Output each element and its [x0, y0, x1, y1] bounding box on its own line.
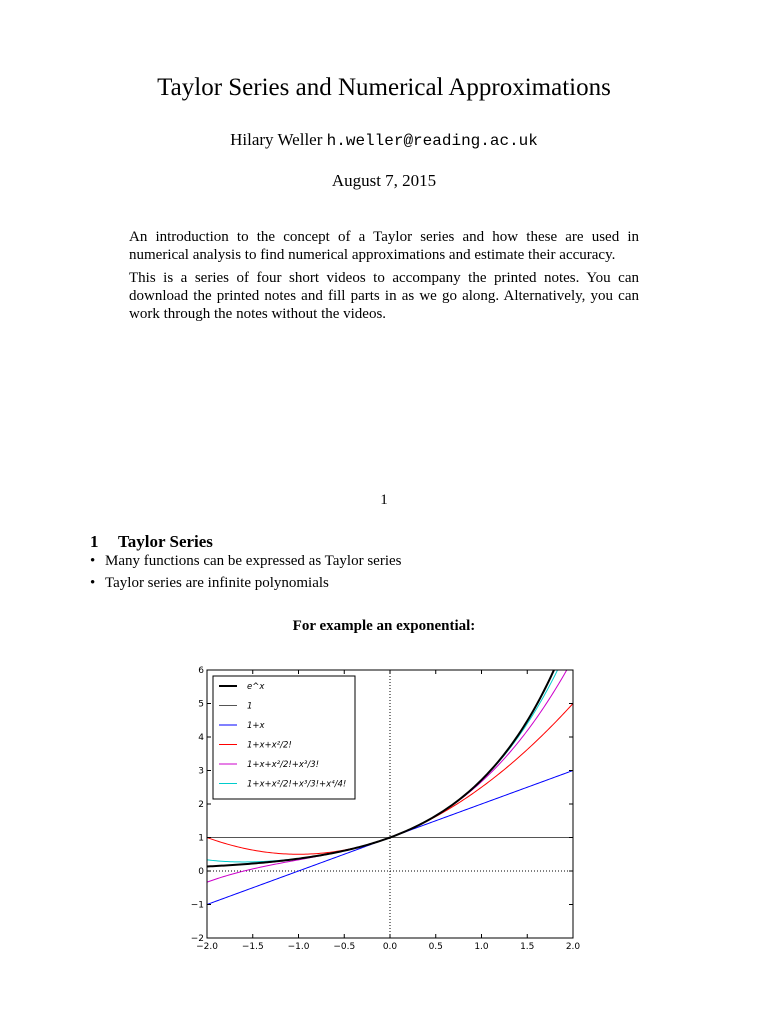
section-heading — [90, 532, 213, 552]
legend-label: 1 — [247, 701, 253, 712]
x-tick-label: −0.5 — [333, 942, 356, 952]
y-tick-label: 1 — [198, 833, 204, 844]
chart-legend — [213, 676, 355, 799]
y-tick-label: 3 — [198, 766, 204, 777]
y-tick-label: 4 — [198, 733, 204, 743]
x-tick-label: 0.0 — [382, 942, 398, 952]
x-tick-label: 1.5 — [520, 942, 535, 952]
abstract-paragraph-1: An introduction to the concept of a Taylor series and how these are used in numerical analysis to find numerical approximations and estimate their accuracy. — [129, 229, 639, 263]
x-tick-label: 1.0 — [474, 942, 489, 952]
y-tick-label: −1 — [190, 900, 204, 911]
abstract-paragraph-2: This is a series of four short videos to accompany the printed notes. You can download the printed notes and fill parts in as we go along. Alternatively, you can work through the notes without the videos. — [129, 270, 639, 322]
legend-label: 1+x+x²/2!+x³/3! — [247, 760, 320, 770]
legend-label: 1+x+x²/2! — [247, 740, 292, 751]
x-tick-label: 2.0 — [565, 942, 581, 952]
page-number-1: 1 — [380, 492, 388, 508]
taylor-series-chart — [185, 660, 585, 955]
bullet-text: Many functions can be expressed as Taylor series — [105, 553, 402, 569]
y-tick-label: 0 — [198, 867, 204, 877]
x-tick-label: −1.5 — [241, 942, 264, 952]
x-tick-label: −2.0 — [196, 942, 218, 952]
author-email[interactable]: h.weller@reading.ac.uk — [326, 132, 538, 150]
author-line — [0, 130, 768, 150]
bullet-text: Taylor series are infinite polynomials — [105, 575, 329, 591]
legend-label: 1+x+x²/2!+x³/3!+x⁴/4! — [247, 779, 347, 790]
legend-label: e^x — [247, 682, 265, 692]
x-tick-label: 0.5 — [428, 942, 443, 952]
section-number: 1 — [90, 532, 99, 551]
y-tick-label: 6 — [198, 666, 204, 676]
x-tick-label: −1.0 — [287, 942, 310, 952]
y-tick-label: −2 — [190, 934, 204, 944]
y-tick-label: 2 — [198, 800, 204, 810]
example-heading: For example an exponential: — [292, 618, 476, 634]
bullet-list — [90, 552, 402, 596]
bullet-dot-icon: • — [90, 575, 96, 591]
y-tick-label: 5 — [198, 699, 204, 710]
legend-label: 1+x — [247, 721, 265, 731]
bullet-dot-icon: • — [90, 553, 96, 569]
author-name: Hilary Weller — [230, 130, 323, 149]
bullet-item — [90, 552, 402, 574]
section-title: Taylor Series — [118, 532, 213, 551]
bullet-item — [90, 574, 402, 596]
document-title: Taylor Series and Numerical Approximations — [157, 74, 611, 101]
document-date: August 7, 2015 — [331, 171, 437, 190]
